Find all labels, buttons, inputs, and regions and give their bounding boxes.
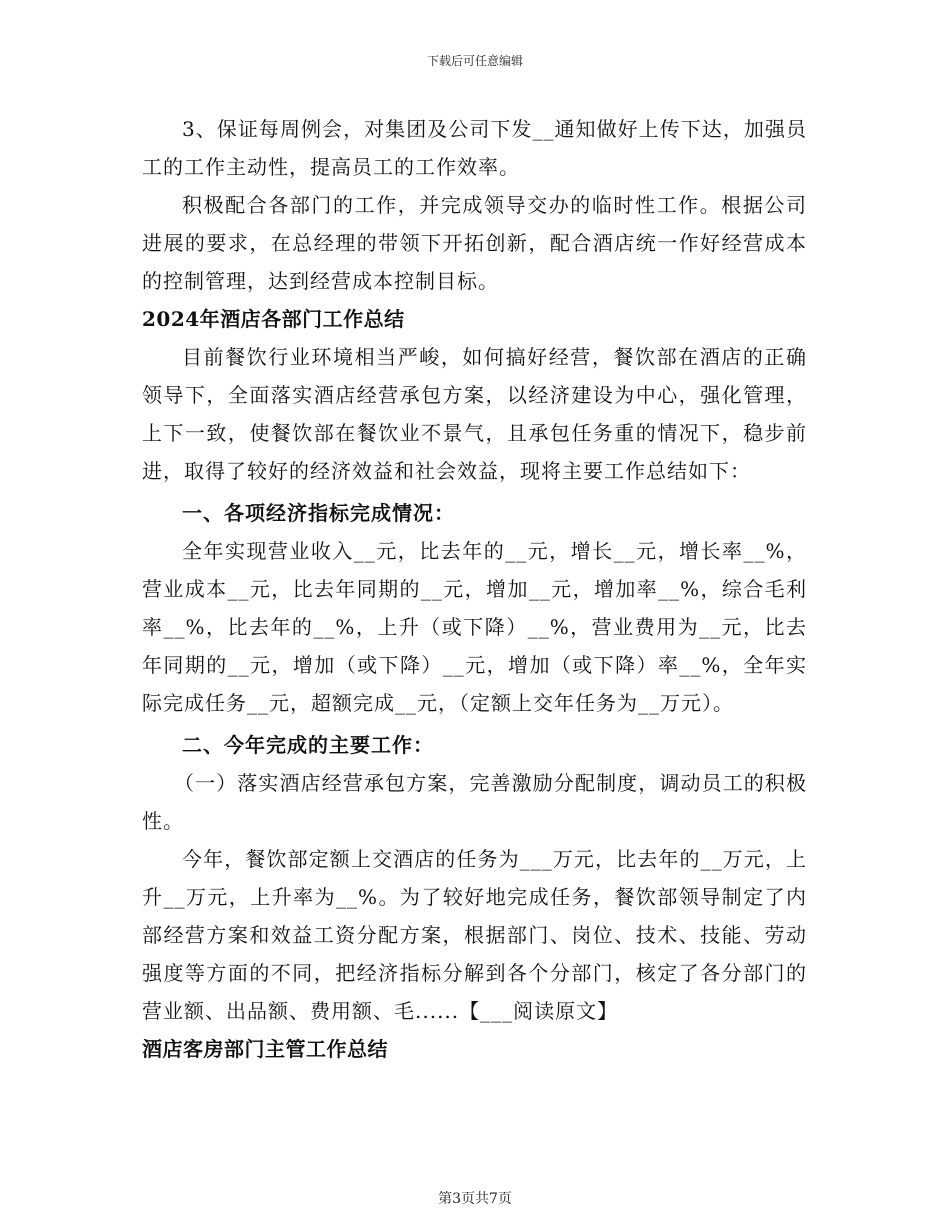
paragraph-indicators: 全年实现营业收入__元，比去年的__元，增长__元，增长率__%，营业成本__元，比去年同期的__元，增加__元，增加率__%，综合毛利率__%，比去年的__%，上升（或下降）__%，营业费用为__元，比去年同期的__元，增加（或下降）__元，增加（或下降）率__%，全年实际完成任务__元，超额完成__元，（定额上交年任务为__万元）。 [142, 539, 807, 715]
section-title-housekeeping: 酒店客房部门主管工作总结 [142, 1037, 388, 1061]
heading-economic-indicators: 一、各项经济指标完成情况： [182, 501, 455, 525]
paragraph-cooperation: 积极配合各部门的工作，并完成领导交办的临时性工作。根据公司进展的要求，在总经理的带领下开拓创新，配合酒店统一作好经营成本的控制管理，达到经营成本控制目标。 [142, 193, 807, 293]
read-more-link[interactable]: 【___阅读原文】 [459, 999, 619, 1023]
paragraph-intro: 目前餐饮行业环境相当严峻，如何搞好经营，餐饮部在酒店的正确领导下，全面落实酒店经营承包方案，以经济建设为中心，强化管理，上下一致，使餐饮部在餐饮业不景气，且承包任务重的情况下，稳步前进，取得了较好的经济效益和社会效益，现将主要工作总结如下： [142, 345, 807, 483]
paragraph-contract-plan: （一）落实酒店经营承包方案，完善激励分配制度，调动员工的积极性。 [142, 771, 807, 833]
paragraph-meetings: 3、保证每周例会，对集团及公司下发__通知做好上传下达，加强员工的工作主动性，提高员工的工作效率。 [142, 117, 807, 179]
heading-main-work: 二、今年完成的主要工作： [182, 733, 434, 757]
page-number: 第3页共7页 [438, 1191, 512, 1207]
page-header: 下载后可任意编辑 [426, 54, 523, 68]
section-title-summary: 2024年酒店各部门工作总结 [142, 307, 405, 331]
paragraph-tasks [142, 840, 807, 1030]
document-body [142, 110, 807, 1068]
paragraph-tasks-text: 今年，餐饮部定额上交酒店的任务为___万元，比去年的__万元，上升__万元，上升率为__%。为了较好地完成任务，餐饮部领导制定了内部经营方案和效益工资分配方案，根据部门、岗位、技术、技能、劳动强度等方面的不同，把经济指标分解到各个分部门，核定了各分部门的营业额、出品额、费用额、毛...... [142, 847, 807, 1023]
